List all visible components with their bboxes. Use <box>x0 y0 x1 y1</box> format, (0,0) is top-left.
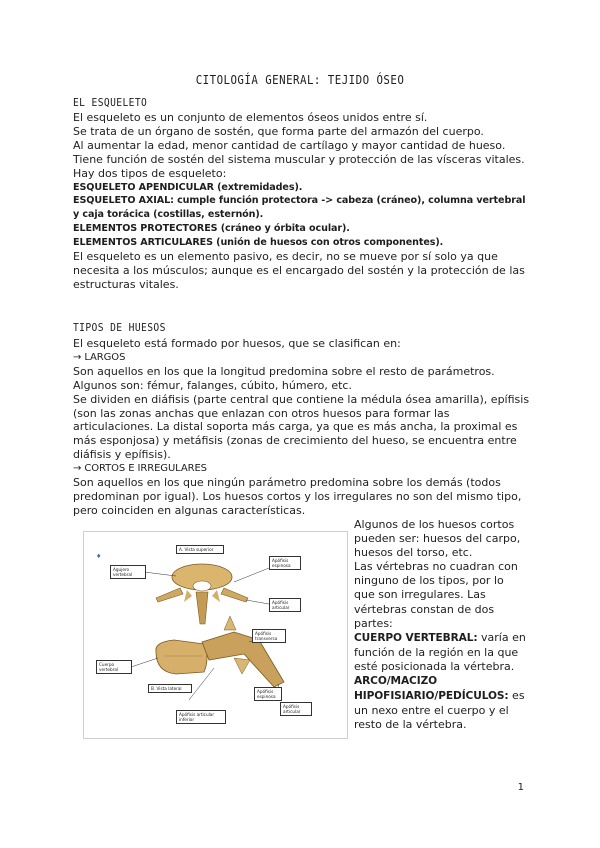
section-body-esqueleto <box>73 111 533 292</box>
paragraph: Se dividen en diáfisis (parte central que contiene la médula ósea amarilla), epífisis (son las zonas anchas que enlazan con otros huesos para formar las articulaciones. La distal soporta más carga, ya que es más ancha, la proximal es más esponjosa) y metáfisis (zonas de crecimiento del hueso, se encuentra entre diáfisis y epífisis). <box>73 392 530 462</box>
label-apofisis-espinosa-top: Apófisis espinosa <box>269 556 301 570</box>
vertebra-figure <box>83 531 348 739</box>
bold-term: ARCO/MACIZO HIPOFISIARIO/PEDÍCULOS: <box>354 674 509 702</box>
bold-line: ELEMENTOS PROTECTORES (cráneo y órbita ocular). <box>73 223 350 235</box>
section-heading-tipos: TIPOS DE HUESOS <box>73 322 166 334</box>
label-apofisis-transversa: Apófisis transversa <box>252 629 286 643</box>
paragraph: Se trata de un órgano de sostén, que forma parte del armazón del cuerpo. <box>73 124 484 138</box>
page-number: 1 <box>517 782 524 793</box>
bold-line: ESQUELETO APENDICULAR (extremidades). <box>73 181 303 193</box>
label-vista-superior: A. Vista superior <box>176 545 224 554</box>
label-apofisis-articular-top: Apófisis articular <box>269 598 301 612</box>
label-cuerpo-vertebral: Cuerpo vertebral <box>96 660 132 674</box>
vertebra-superior-view <box>156 564 248 624</box>
paragraph: El esqueleto es un elemento pasivo, es decir, no se mueve por sí solo ya que necesita a los músculos; aunque es el encargado del sostén y la protección de las estructuras vitales. <box>73 250 525 291</box>
label-agujero-vertebral: Agujero vertebral <box>110 565 146 579</box>
term-description: varía en función de la región en la que esté posicionada la vértebra. <box>354 630 526 673</box>
paragraph: Algunos de los huesos cortos pueden ser: huesos del carpo, huesos del torso, etc. <box>354 518 521 560</box>
paragraph <box>354 674 526 732</box>
page-title: CITOLOGÍA GENERAL: TEJIDO ÓSEO <box>195 73 405 87</box>
subheading-cortos: → CORTOS E IRREGULARES <box>73 463 207 475</box>
label-apofisis-articular-inferior: Apófisis articular inferior <box>176 710 226 724</box>
paragraph: Las vértebras no cuadran con ninguno de los tipos, por lo que son irregulares. Las vértebras constan de dos partes: <box>354 560 518 630</box>
section-heading-esqueleto: EL ESQUELETO <box>73 97 148 109</box>
svg-text:♦: ♦ <box>96 553 102 560</box>
bold-term: CUERPO VERTEBRAL: <box>354 631 478 644</box>
bold-line: ELEMENTOS ARTICULARES (unión de huesos con otros componentes). <box>73 237 444 249</box>
label-apofisis-espinosa-lateral: Apófisis espinosa <box>254 687 282 701</box>
paragraph <box>354 631 526 674</box>
label-apofisis-articular-lateral: Apófisis articular <box>280 702 312 716</box>
paragraph: Al aumentar la edad, menor cantidad de cartílago y mayor cantidad de hueso. <box>73 138 506 152</box>
paragraph: Algunos son: fémur, falanges, cúbito, húmero, etc. <box>73 378 352 392</box>
subheading-largos: → LARGOS <box>73 351 126 363</box>
paragraph: El esqueleto es un conjunto de elementos óseos unidos entre sí. <box>73 111 428 124</box>
section-body-tipos <box>73 337 533 518</box>
paragraph: Hay dos tipos de esqueleto: <box>73 166 227 180</box>
paragraph: El esqueleto está formado por huesos, que se clasifican en: <box>73 337 401 350</box>
paragraph: Son aquellos en los que ningún parámetro predomina sobre los demás (todos predominan por igual). Los huesos cortos y los irregulares no son del mismo tipo, pero coinciden en algunas características. <box>73 476 522 517</box>
label-vista-lateral: B. Vista lateral <box>148 684 192 693</box>
term-description: es un nexo entre el cuerpo y el resto de la vértebra. <box>354 688 525 731</box>
vertebra-lateral-view <box>156 616 284 687</box>
paragraph: Tiene función de sostén del sistema muscular y protección de las vísceras vitales. <box>73 152 525 166</box>
side-text <box>354 518 526 732</box>
paragraph: Son aquellos en los que la longitud predomina sobre el resto de parámetros. <box>73 364 495 378</box>
bold-line: ESQUELETO AXIAL: cumple función protectora -> cabeza (cráneo), columna vertebral y caja torácica (costillas, esternón). <box>73 195 526 221</box>
